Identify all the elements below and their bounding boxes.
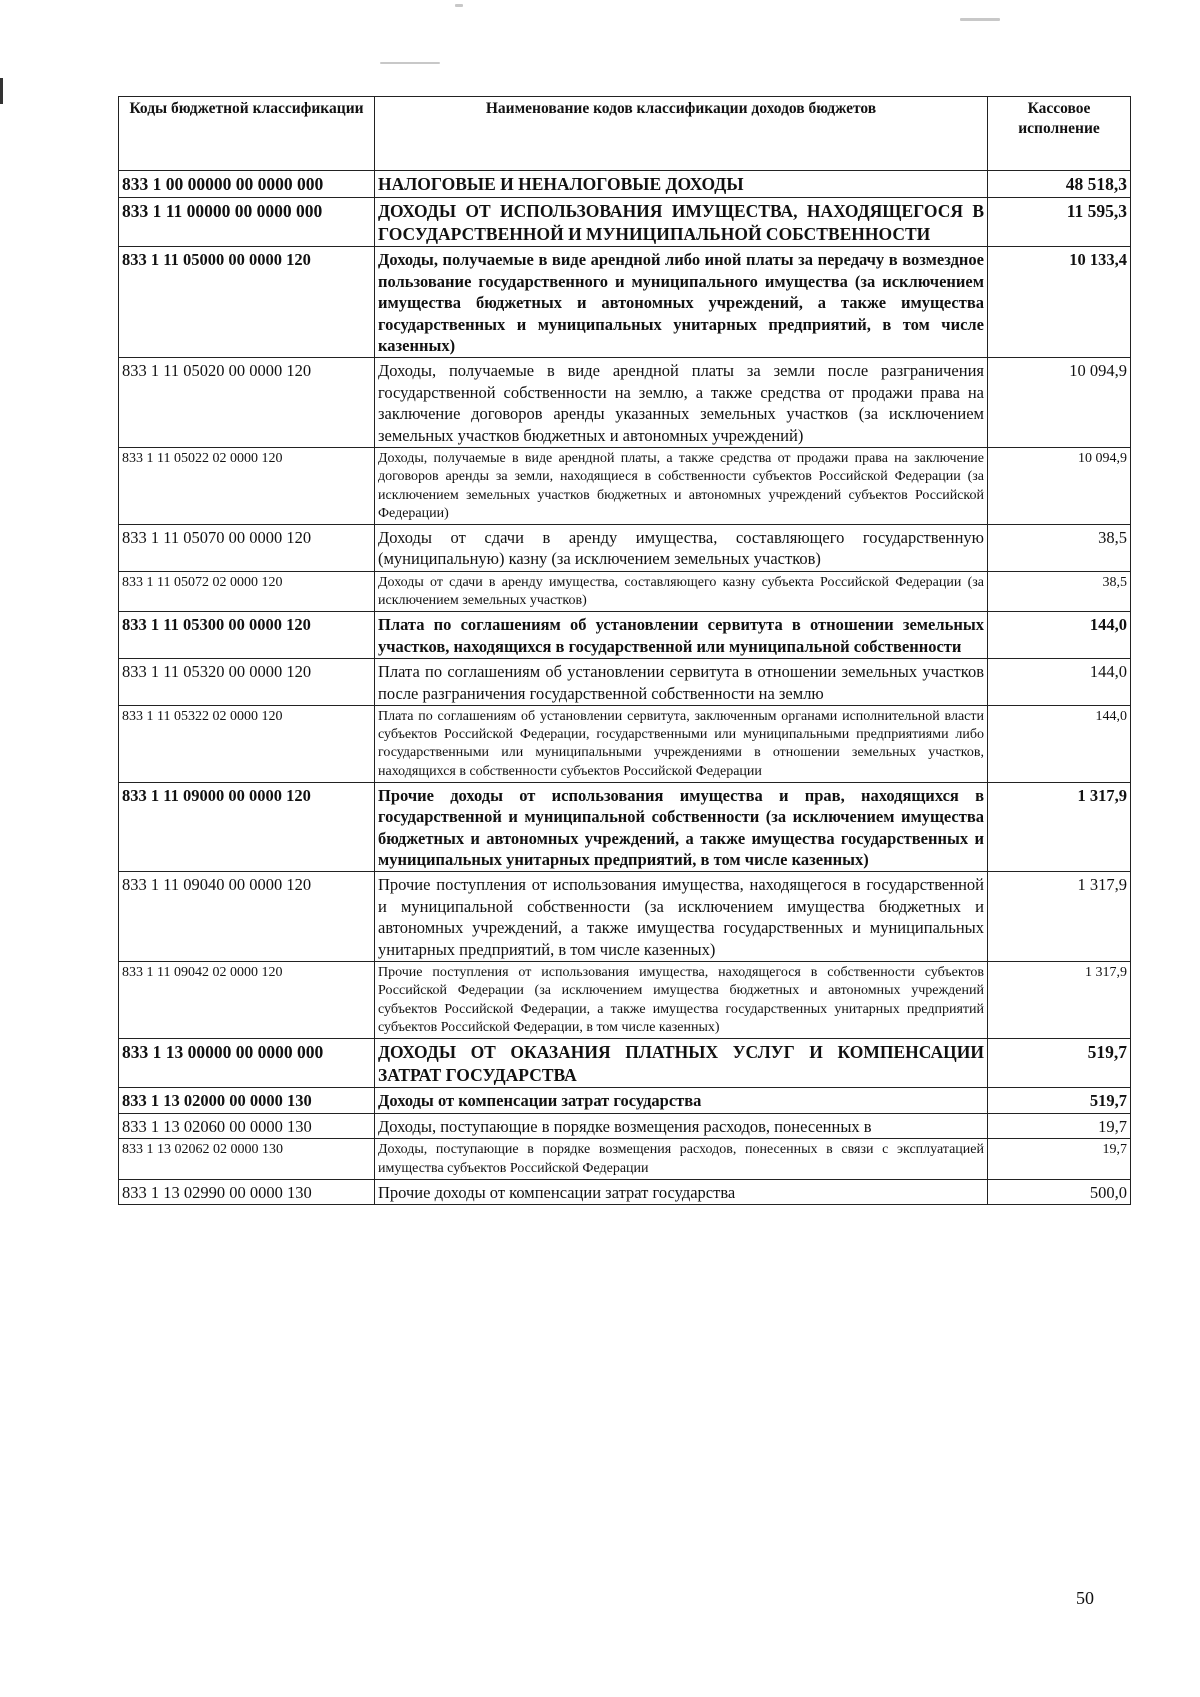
row-sum: 10 094,9: [988, 358, 1131, 448]
table-row: [119, 1113, 1131, 1138]
table-row: [119, 1139, 1131, 1179]
table-row: [119, 612, 1131, 659]
row-name: ДОХОДЫ ОТ ИСПОЛЬЗОВАНИЯ ИМУЩЕСТВА, НАХОДЯЩЕГОСЯ В ГОСУДАРСТВЕННОЙ И МУНИЦИПАЛЬНОЙ СОБСТВЕННОСТИ: [375, 197, 988, 247]
table-row: [119, 659, 1131, 706]
table-row: [119, 705, 1131, 782]
row-code: 833 1 13 02060 00 0000 130: [119, 1113, 375, 1138]
table-row: [119, 571, 1131, 611]
row-code: 833 1 11 05020 00 0000 120: [119, 358, 375, 448]
table-row: [119, 358, 1131, 448]
row-name: Плата по соглашениям об установлении сервитута в отношении земельных участков, находящихся в государственной или муниципальной собственности: [375, 612, 988, 659]
scan-noise: [380, 62, 440, 64]
row-code: 833 1 11 05070 00 0000 120: [119, 524, 375, 571]
row-sum: 144,0: [988, 659, 1131, 706]
row-code: 833 1 13 02990 00 0000 130: [119, 1179, 375, 1204]
row-sum: 10 094,9: [988, 448, 1131, 525]
row-name: Доходы от сдачи в аренду имущества, составляющего государственную (муниципальную) казну (за исключением земельных участков): [375, 524, 988, 571]
row-sum: 48 518,3: [988, 171, 1131, 198]
row-sum: 144,0: [988, 612, 1131, 659]
table-row: [119, 1179, 1131, 1204]
row-sum: 19,7: [988, 1139, 1131, 1179]
row-name: Доходы, получаемые в виде арендной платы, а также средства от продажи права на заключение договоров аренды за земли, находящиеся в собственности субъектов Российской Федерации (за исключением земельных участков бюджетных и автономных учреждений субъектов Российской Федерации): [375, 448, 988, 525]
row-sum: 11 595,3: [988, 197, 1131, 247]
table-header-row: [119, 97, 1131, 171]
row-code: 833 1 11 05072 02 0000 120: [119, 571, 375, 611]
row-code: 833 1 13 00000 00 0000 000: [119, 1038, 375, 1088]
row-name: Доходы от сдачи в аренду имущества, составляющего казну субъекта Российской Федерации (за исключением земельных участков): [375, 571, 988, 611]
row-name: Прочие поступления от использования имущества, находящегося в государственной и муниципальной собственности (за исключением имущества бюджетных и автономных учреждений, а также имущества государственных и муниципальных унитарных предприятий, в том числе казенных): [375, 872, 988, 962]
header-code: Коды бюджетной классификации: [119, 97, 375, 171]
header-name: Наименование кодов классификации доходов бюджетов: [375, 97, 988, 171]
scan-noise: [455, 4, 463, 7]
row-sum: 519,7: [988, 1038, 1131, 1088]
table-row: [119, 171, 1131, 198]
row-name: ДОХОДЫ ОТ ОКАЗАНИЯ ПЛАТНЫХ УСЛУГ И КОМПЕНСАЦИИ ЗАТРАТ ГОСУДАРСТВА: [375, 1038, 988, 1088]
row-name: Плата по соглашениям об установлении сервитута, заключенным органами исполнительной власти субъектов Российской Федерации, государственными или муниципальными предприятиями либо государственными или муниципальными учреждениями в отношении земельных участков, находящихся в собственности субъектов Российской Федерации: [375, 705, 988, 782]
table-row: [119, 962, 1131, 1039]
row-code: 833 1 11 05320 00 0000 120: [119, 659, 375, 706]
row-sum: 519,7: [988, 1088, 1131, 1113]
row-code: 833 1 11 05322 02 0000 120: [119, 705, 375, 782]
row-name: Доходы от компенсации затрат государства: [375, 1088, 988, 1113]
row-name: НАЛОГОВЫЕ И НЕНАЛОГОВЫЕ ДОХОДЫ: [375, 171, 988, 198]
table-row: [119, 197, 1131, 247]
row-code: 833 1 13 02062 02 0000 130: [119, 1139, 375, 1179]
table-row: [119, 448, 1131, 525]
row-name: Доходы, получаемые в виде арендной либо иной платы за передачу в возмездное пользование государственного и муниципального имущества (за исключением имущества бюджетных и автономных учреждений, а также имущества государственных и муниципальных унитарных предприятий, в том числе казенных): [375, 247, 988, 358]
page-number: 50: [1076, 1588, 1094, 1608]
scan-noise: [960, 18, 1000, 21]
row-code: 833 1 11 05022 02 0000 120: [119, 448, 375, 525]
row-code: 833 1 11 09042 02 0000 120: [119, 962, 375, 1039]
row-sum: 38,5: [988, 571, 1131, 611]
table-row: [119, 782, 1131, 872]
row-code: 833 1 11 05300 00 0000 120: [119, 612, 375, 659]
row-code: 833 1 13 02000 00 0000 130: [119, 1088, 375, 1113]
row-code: 833 1 11 09040 00 0000 120: [119, 872, 375, 962]
row-name: Доходы, получаемые в виде арендной платы за земли после разграничения государственной собственности на землю, а также средства от продажи права на заключение договоров аренды указанных земельных участков (за исключением земельных участков бюджетных и автономных учреждений): [375, 358, 988, 448]
row-sum: 1 317,9: [988, 782, 1131, 872]
table-row: [119, 247, 1131, 358]
row-code: 833 1 11 05000 00 0000 120: [119, 247, 375, 358]
table-row: [119, 1088, 1131, 1113]
table-row: [119, 1038, 1131, 1088]
row-code: 833 1 00 00000 00 0000 000: [119, 171, 375, 198]
row-code: 833 1 11 00000 00 0000 000: [119, 197, 375, 247]
row-name: Доходы, поступающие в порядке возмещения расходов, понесенных в: [375, 1113, 988, 1138]
row-sum: 38,5: [988, 524, 1131, 571]
table-row: [119, 872, 1131, 962]
row-name: Плата по соглашениям об установлении сервитута в отношении земельных участков после разграничения государственной собственности на землю: [375, 659, 988, 706]
budget-income-table: [118, 96, 1131, 1205]
row-sum: 500,0: [988, 1179, 1131, 1204]
row-sum: 1 317,9: [988, 962, 1131, 1039]
row-name: Прочие доходы от компенсации затрат государства: [375, 1179, 988, 1204]
row-name: Прочие доходы от использования имущества и прав, находящихся в государственной и муниципальной собственности (за исключением имущества бюджетных и автономных учреждений, а также имущества государственных и муниципальных унитарных предприятий, в том числе казенных): [375, 782, 988, 872]
row-name: Доходы, поступающие в порядке возмещения расходов, понесенных в связи с эксплуатацией имущества субъектов Российской Федерации: [375, 1139, 988, 1179]
row-sum: 19,7: [988, 1113, 1131, 1138]
row-sum: 10 133,4: [988, 247, 1131, 358]
row-sum: 144,0: [988, 705, 1131, 782]
row-sum: 1 317,9: [988, 872, 1131, 962]
header-sum: Кассовое исполнение: [988, 97, 1131, 171]
table-row: [119, 524, 1131, 571]
row-code: 833 1 11 09000 00 0000 120: [119, 782, 375, 872]
scan-edge-mark: [0, 78, 3, 104]
row-name: Прочие поступления от использования имущества, находящегося в собственности субъектов Российской Федерации (за исключением имущества бюджетных и автономных учреждений субъектов Российской Федерации, а также имущества государственных унитарных предприятий субъектов Российской Федерации, в том числе казенных): [375, 962, 988, 1039]
